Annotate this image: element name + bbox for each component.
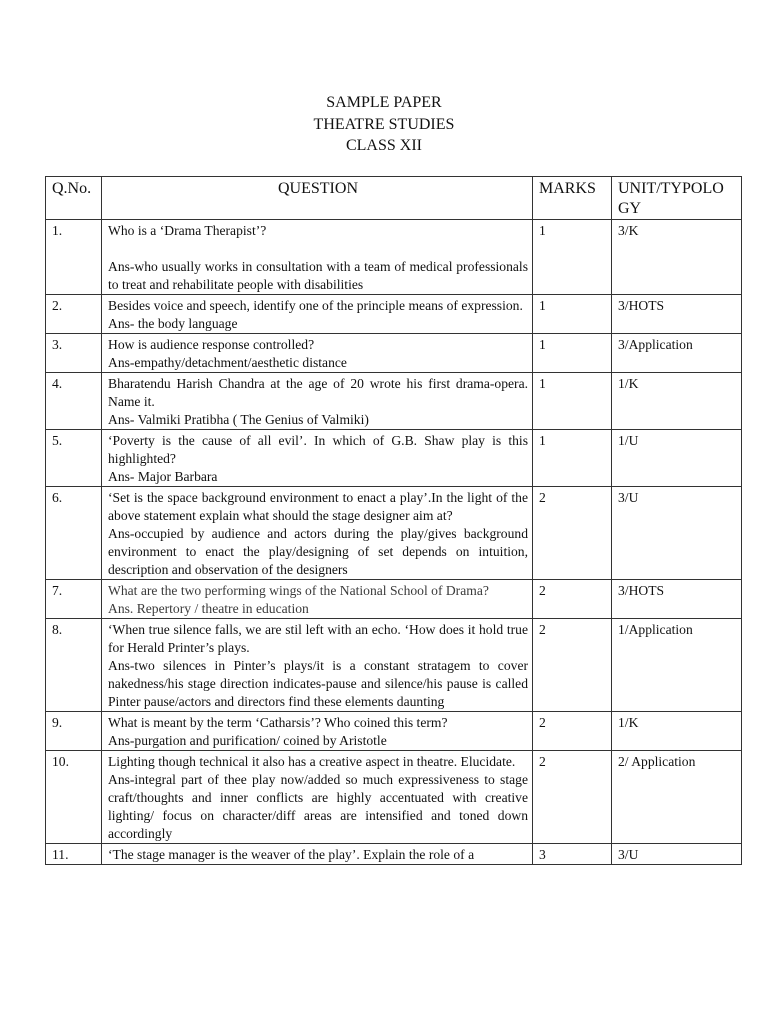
question-cell (102, 487, 533, 580)
question-text: What is meant by the term ‘Catharsis’? Who coined this term? (108, 715, 448, 730)
table-row (46, 712, 742, 751)
header-class: CLASS XII (345, 137, 422, 154)
question-number: 10. (46, 751, 102, 844)
marks-cell: 1 (533, 334, 612, 373)
question-number: 6. (46, 487, 102, 580)
question-cell (102, 430, 533, 487)
question-cell (102, 220, 533, 295)
unit-typology-cell: 3/HOTS (612, 580, 742, 619)
marks-cell: 1 (533, 295, 612, 334)
question-text: Who is a ‘Drama Therapist’? (108, 223, 267, 238)
table-row (46, 295, 742, 334)
table-row (46, 430, 742, 487)
header-subject: THEATRE STUDIES (313, 115, 455, 133)
marks-cell: 2 (533, 619, 612, 712)
table-row (46, 373, 742, 430)
unit-typology-cell: 2/ Application (612, 751, 742, 844)
question-cell (102, 619, 533, 712)
question-number: 8. (46, 619, 102, 712)
unit-typology-cell: 3/Application (612, 334, 742, 373)
answer-text: Ans-integral part of thee play now/added so much expressiveness to stage craft/thoughts and inner conflicts are highly accentuated with creative lighting/ focus on character/diff areas are intensified and toned down accordingly (108, 772, 528, 841)
table-header-row (46, 177, 742, 220)
question-text: Besides voice and speech, identify one of the principle means of expression. (108, 298, 523, 313)
column-header-question: QUESTION (102, 177, 533, 220)
answer-text: Ans- Major Barbara (108, 469, 218, 484)
marks-cell: 1 (533, 430, 612, 487)
question-number: 3. (46, 334, 102, 373)
marks-cell: 2 (533, 487, 612, 580)
unit-typology-cell: 1/K (612, 373, 742, 430)
question-cell (102, 373, 533, 430)
question-number: 5. (46, 430, 102, 487)
unit-typology-cell: 3/U (612, 487, 742, 580)
question-cell (102, 334, 533, 373)
unit-typology-cell: 3/U (612, 844, 742, 865)
answer-text: Ans-who usually works in consultation with a team of medical professionals to treat and rehabilitate people with disabilities (108, 259, 528, 292)
unit-typology-cell: 1/U (612, 430, 742, 487)
table-row (46, 751, 742, 844)
question-text: How is audience response controlled? (108, 337, 315, 352)
table-row (46, 580, 742, 619)
question-table (45, 176, 742, 865)
question-text: ‘Set is the space background environment to enact a play’.In the light of the above statement explain what should the stage designer aim at? (108, 490, 528, 523)
question-cell (102, 295, 533, 334)
question-text: ‘Poverty is the cause of all evil’. In which of G.B. Shaw play is this highlighted? (108, 433, 528, 466)
column-header-marks: MARKS (533, 177, 612, 220)
question-number: 9. (46, 712, 102, 751)
table-row (46, 619, 742, 712)
question-cell (102, 580, 533, 619)
question-cell (102, 751, 533, 844)
question-cell (102, 712, 533, 751)
question-text: ‘When true silence falls, we are stil left with an echo. ‘How does it hold true for Herald Printer’s plays. (108, 622, 528, 655)
answer-text: Ans-purgation and purification/ coined by Aristotle (108, 733, 387, 748)
question-number: 2. (46, 295, 102, 334)
answer-text: Ans- Valmiki Pratibha ( The Genius of Valmiki) (108, 412, 369, 427)
spacer (108, 240, 528, 258)
column-header-unit: UNIT/TYPOLO GY (612, 177, 742, 220)
answer-text: Ans. Repertory / theatre in education (108, 601, 309, 616)
question-number: 11. (46, 844, 102, 865)
answer-text: Ans- the body language (108, 316, 238, 331)
answer-text: Ans-occupied by audience and actors during the play/gives background environment to enact the play/designing of set depends on intuition, description and observation of the designers (108, 526, 528, 577)
question-number: 7. (46, 580, 102, 619)
question-number: 1. (46, 220, 102, 295)
unit-typology-cell: 3/K (612, 220, 742, 295)
unit-typology-cell: 3/HOTS (612, 295, 742, 334)
marks-cell: 2 (533, 580, 612, 619)
question-text: Lighting though technical it also has a creative aspect in theatre. Elucidate. (108, 754, 516, 769)
column-header-qno: Q.No. (46, 177, 102, 220)
unit-typology-cell: 1/K (612, 712, 742, 751)
header-title: SAMPLE PAPER (326, 94, 442, 111)
marks-cell: 2 (533, 751, 612, 844)
question-text: ‘The stage manager is the weaver of the play’. Explain the role of a (108, 847, 475, 862)
question-text: Bharatendu Harish Chandra at the age of 20 wrote his first drama-opera. Name it. (108, 376, 528, 409)
answer-text: Ans-two silences in Pinter’s plays/it is a constant stratagem to cover nakedness/his stage direction indicates-pause and silence/his pause is called Pinter pause/actors and directors find these elements daunting (108, 658, 528, 709)
table-row (46, 334, 742, 373)
question-cell (102, 844, 533, 865)
marks-cell: 2 (533, 712, 612, 751)
table-row (46, 844, 742, 865)
question-text: What are the two performing wings of the National School of Drama? (108, 583, 489, 598)
marks-cell: 3 (533, 844, 612, 865)
table-row (46, 220, 742, 295)
unit-typology-cell: 1/Application (612, 619, 742, 712)
marks-cell: 1 (533, 373, 612, 430)
answer-text: Ans-empathy/detachment/aesthetic distance (108, 355, 347, 370)
paper-header (0, 92, 768, 157)
table-row (46, 487, 742, 580)
question-number: 4. (46, 373, 102, 430)
marks-cell: 1 (533, 220, 612, 295)
